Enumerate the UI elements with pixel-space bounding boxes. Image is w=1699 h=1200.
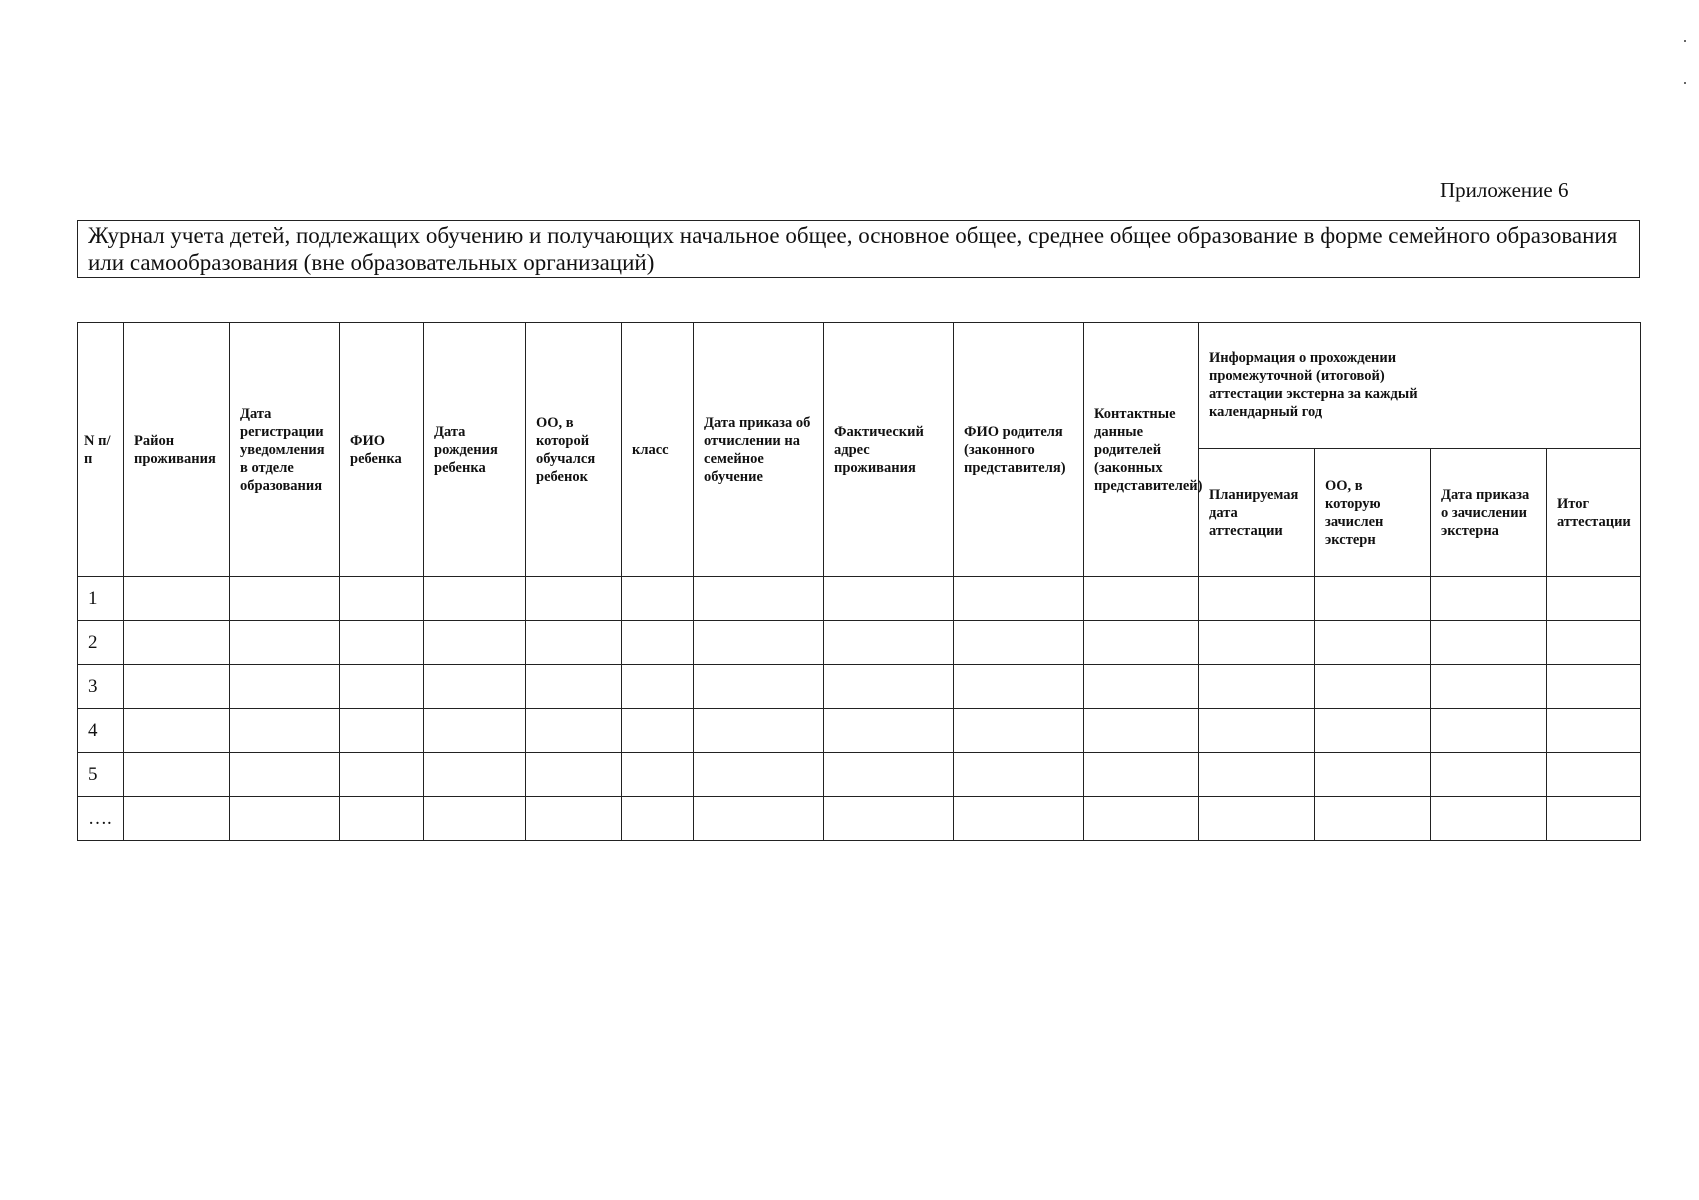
empty-cell[interactable] [622, 797, 694, 841]
empty-cell[interactable] [622, 665, 694, 709]
empty-cell[interactable] [1199, 621, 1315, 665]
empty-cell[interactable] [424, 797, 526, 841]
scan-artifact [1684, 40, 1686, 42]
empty-cell[interactable] [1084, 709, 1199, 753]
empty-cell[interactable] [694, 753, 824, 797]
row-number-cell: 4 [78, 709, 124, 753]
empty-cell[interactable] [1315, 665, 1431, 709]
empty-cell[interactable] [954, 665, 1084, 709]
column-header-district: Район проживания [124, 323, 230, 577]
empty-cell[interactable] [622, 709, 694, 753]
empty-cell[interactable] [1084, 577, 1199, 621]
empty-cell[interactable] [954, 753, 1084, 797]
table-row [78, 797, 1641, 841]
empty-cell[interactable] [1431, 621, 1547, 665]
empty-cell[interactable] [622, 621, 694, 665]
column-header-num: N п/п [78, 323, 124, 577]
empty-cell[interactable] [526, 665, 622, 709]
empty-cell[interactable] [694, 665, 824, 709]
empty-cell[interactable] [1315, 577, 1431, 621]
column-header-expulsion-order-date: Дата приказа об отчислении на семейное обучение [694, 323, 824, 577]
empty-cell[interactable] [340, 621, 424, 665]
empty-cell[interactable] [230, 665, 340, 709]
empty-cell[interactable] [1315, 621, 1431, 665]
empty-cell[interactable] [954, 797, 1084, 841]
column-header-registration-date: Дата регистрации уведомления в отделе образования [230, 323, 340, 577]
empty-cell[interactable] [954, 621, 1084, 665]
column-header-grade: класс [622, 323, 694, 577]
empty-cell[interactable] [124, 709, 230, 753]
empty-cell[interactable] [424, 577, 526, 621]
empty-cell[interactable] [1084, 621, 1199, 665]
empty-cell[interactable] [124, 621, 230, 665]
empty-cell[interactable] [526, 753, 622, 797]
empty-cell[interactable] [1431, 665, 1547, 709]
column-header-enrolled-school: ОО, в которую зачислен экстерн [1315, 449, 1431, 577]
empty-cell[interactable] [230, 753, 340, 797]
empty-cell[interactable] [424, 665, 526, 709]
empty-cell[interactable] [1315, 709, 1431, 753]
empty-cell[interactable] [340, 797, 424, 841]
empty-cell[interactable] [124, 797, 230, 841]
empty-cell[interactable] [124, 753, 230, 797]
empty-cell[interactable] [824, 621, 954, 665]
column-header-parent-contacts: Контактные данные родителей (законных представителей) [1084, 323, 1199, 577]
table-row [78, 753, 1641, 797]
header-row-top [78, 323, 1641, 449]
empty-cell[interactable] [230, 709, 340, 753]
empty-cell[interactable] [824, 797, 954, 841]
empty-cell[interactable] [824, 577, 954, 621]
empty-cell[interactable] [340, 577, 424, 621]
empty-cell[interactable] [1084, 753, 1199, 797]
empty-cell[interactable] [954, 709, 1084, 753]
empty-cell[interactable] [1315, 797, 1431, 841]
empty-cell[interactable] [424, 753, 526, 797]
empty-cell[interactable] [230, 577, 340, 621]
journal-table-body [78, 577, 1641, 841]
empty-cell[interactable] [1084, 797, 1199, 841]
empty-cell[interactable] [1199, 753, 1315, 797]
empty-cell[interactable] [1431, 797, 1547, 841]
empty-cell[interactable] [124, 577, 230, 621]
table-row [78, 665, 1641, 709]
empty-cell[interactable] [824, 753, 954, 797]
column-header-child-name: ФИО ребенка [340, 323, 424, 577]
column-header-result: Итог аттестации [1547, 449, 1641, 577]
table-row [78, 621, 1641, 665]
empty-cell[interactable] [1431, 709, 1547, 753]
empty-cell[interactable] [424, 621, 526, 665]
empty-cell[interactable] [340, 753, 424, 797]
empty-cell[interactable] [1199, 797, 1315, 841]
empty-cell[interactable] [340, 665, 424, 709]
empty-cell[interactable] [1199, 709, 1315, 753]
empty-cell[interactable] [1199, 665, 1315, 709]
empty-cell[interactable] [1431, 753, 1547, 797]
empty-cell[interactable] [1547, 665, 1641, 709]
empty-cell[interactable] [622, 577, 694, 621]
empty-cell[interactable] [694, 577, 824, 621]
empty-cell[interactable] [1431, 577, 1547, 621]
column-header-enrollment-order-date: Дата приказа о зачислении экстерна [1431, 449, 1547, 577]
empty-cell[interactable] [1547, 797, 1641, 841]
row-number-cell: 1 [78, 577, 124, 621]
empty-cell[interactable] [1199, 577, 1315, 621]
row-number-cell: 2 [78, 621, 124, 665]
empty-cell[interactable] [1547, 709, 1641, 753]
empty-cell[interactable] [230, 797, 340, 841]
empty-cell[interactable] [230, 621, 340, 665]
empty-cell[interactable] [1084, 665, 1199, 709]
empty-cell[interactable] [694, 709, 824, 753]
empty-cell[interactable] [124, 665, 230, 709]
empty-cell[interactable] [1315, 753, 1431, 797]
column-header-previous-school: ОО, в которой обучался ребенок [526, 323, 622, 577]
empty-cell[interactable] [824, 665, 954, 709]
empty-cell[interactable] [526, 621, 622, 665]
empty-cell[interactable] [1547, 621, 1641, 665]
column-group-header-attestation: Информация о прохождении промежуточной (итоговой) аттестации экстерна за каждый календарный год [1199, 323, 1641, 449]
appendix-label: Приложение 6 [1440, 178, 1569, 202]
row-number-cell: 5 [78, 753, 124, 797]
table-row [78, 577, 1641, 621]
empty-cell[interactable] [694, 797, 824, 841]
column-header-birth-date: Дата рождения ребенка [424, 323, 526, 577]
column-header-actual-address: Фактический адрес проживания [824, 323, 954, 577]
empty-cell[interactable] [526, 797, 622, 841]
empty-cell[interactable] [694, 621, 824, 665]
empty-cell[interactable] [622, 753, 694, 797]
row-number-cell: 3 [78, 665, 124, 709]
empty-cell[interactable] [1547, 753, 1641, 797]
empty-cell[interactable] [424, 709, 526, 753]
table-row [78, 709, 1641, 753]
journal-table [77, 322, 1641, 841]
row-number-cell: …. [78, 797, 124, 841]
empty-cell[interactable] [1547, 577, 1641, 621]
empty-cell[interactable] [526, 577, 622, 621]
empty-cell[interactable] [824, 709, 954, 753]
document-title: Журнал учета детей, подлежащих обучению и получающих начальное общее, основное общее, среднее общее образование в форме семейного образования или самообразования (вне образовательных организаций) [77, 220, 1640, 278]
column-header-planned-date: Планируемая дата аттестации [1199, 449, 1315, 577]
empty-cell[interactable] [954, 577, 1084, 621]
scan-artifact [1684, 82, 1686, 84]
empty-cell[interactable] [526, 709, 622, 753]
column-header-parent-name: ФИО родителя (законного представителя) [954, 323, 1084, 577]
empty-cell[interactable] [340, 709, 424, 753]
